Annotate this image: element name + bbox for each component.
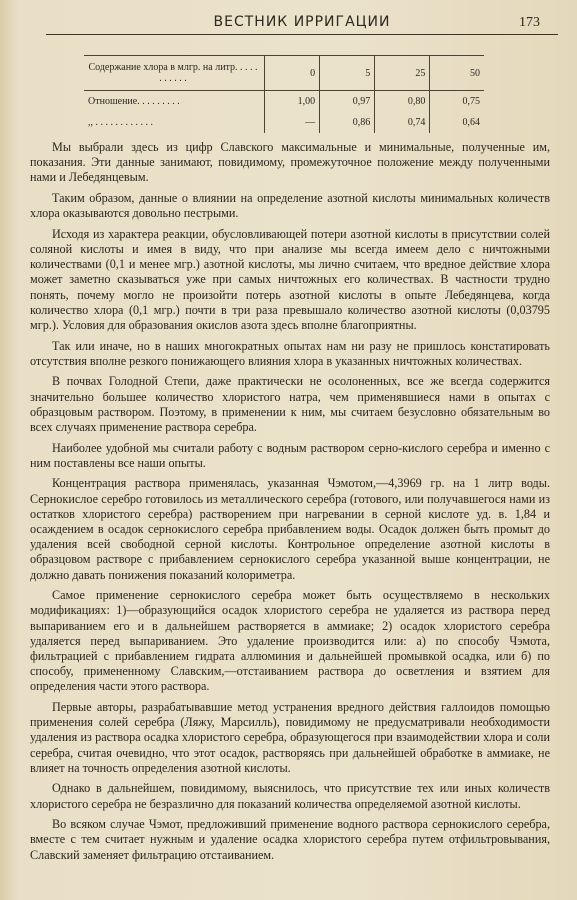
- table-cell: 0,64: [430, 112, 484, 133]
- paragraph: Таким образом, данные о влиянии на определение азотной кислоты минимальных количеств хлора оказываются довольно пестрыми.: [30, 191, 550, 221]
- table-header-row: [84, 56, 484, 91]
- table-column-header: 0: [265, 56, 320, 91]
- table-header-label: Содержание хлора в млгр. на литр. . . . . . . . . . .: [84, 56, 265, 91]
- table-column-header: 5: [320, 56, 375, 91]
- paragraph: Наиболее удобной мы считали работу с водным раствором серно-кислого серебра и именно с ним поставлены все наши опыты.: [30, 440, 550, 470]
- table-cell: 0,97: [320, 91, 375, 113]
- paragraph: Самое применение сернокислого серебра может быть осуществляемо в нескольких модификациях: 1)—образующийся осадок хлористого серебра не удаляется из раствора перед выпариванием его и в дальнейшем растворяется в аммиаке; 2) осадок хлористого серебра удаляется перед выпариванием. Это удаление производится или: а) по способу Чэмота, фильтрацией с прибавлением гидрата аллюминия и дальнейшей промывкой осадка, или б) по способу, примененному Славским,—отстаиванием раствора до осветления и взятием для определения части этого раствора.: [30, 588, 550, 694]
- journal-title: ВЕСТНИК ИРРИГАЦИИ: [213, 14, 391, 30]
- table-cell: 1,00: [265, 91, 320, 113]
- table-cell: 0,74: [375, 112, 430, 133]
- table-cell: 0,80: [375, 91, 430, 113]
- paragraph: Однако в дальнейшем, повидимому, выяснилось, что присутствие тех или иных количеств хлористого серебра не безразлично для показаний количества определяемой азотной кислоты.: [30, 781, 550, 811]
- page-number: 173: [519, 15, 540, 30]
- table-cell: —: [265, 112, 320, 133]
- paragraph: Первые авторы, разрабатывавшие метод устранения вредного действия галлоидов помощью применения солей серебра (Ляжу, Марсилль), повидимому не предусматривали необходимости удаления из раствора осадка хлористого серебра, образующегося при взаимодействии хлора и соли серебра, считая очевидно, что этот осадок, растворяясь при дальнейшей обработке в аммиаке, не влияет на точность определения азотной кислоты.: [30, 700, 550, 775]
- table-column-header: 50: [430, 56, 484, 91]
- chlorine-ratio-table: [84, 55, 484, 133]
- paragraph: Мы выбрали здесь из цифр Славского максимальные и минимальные, полученные им, показания. Эти данные занимают, повидимому, промежуточное положение между полученными нами и Лебедянцевым.: [30, 140, 550, 185]
- table-column-header: 25: [375, 56, 430, 91]
- running-header: [46, 12, 558, 35]
- table-row: [84, 91, 484, 113]
- row-label: ,, . . . . . . . . . . . .: [88, 117, 153, 128]
- paragraph: Исходя из характера реакции, обусловливающей потери азотной кислоты в присутствии солей соляной кислоты и имея в виду, что при анализе мы всегда имеем дело с ничтожными количествами (0,1 и менее мгр.) азотной кислоты, мы лично считаем, что вредное действие хлора может заметно сказываться уже при самых ничтожных его количествах. В частности трудно понять, почему могло не произойти потерь азотной кислоты в опыте Лебедянцева, когда количество хлора (0,1 мгр.) почти в три раза превышало количество азотной кислоты (0,03795 мгр.). Условия для образования окислов азота здесь вполне благоприятны.: [30, 226, 550, 333]
- body-text: [30, 140, 550, 868]
- paragraph: Так или иначе, но в наших многократных опытах нам ни разу не пришлось констатировать отсутствия вполне резкого понижающего влияния хлора в указанных ничтожных количествах.: [30, 338, 550, 368]
- paragraph: В почвах Голодной Степи, даже практически не осолоненных, все же всегда содержится значительно большее количество хлористого натра, чем применявшиеся нами в опытах с образцовым раствором. Поэтому, в применении к ним, мы считаем безусловно обязательным во всех случаях применение раствора серебра.: [30, 374, 550, 435]
- paragraph: Во всяком случае Чэмот, предложивший применение водного раствора сернокислого серебра, вместе с тем считает нужным и удаление осадка хлористого серебра путем отфильтровывания, Славский заменяет фильтрацию отстаиванием.: [30, 817, 550, 862]
- table-cell: 0,75: [430, 91, 484, 113]
- table-row: [84, 112, 484, 133]
- table-cell: 0,86: [320, 112, 375, 133]
- row-label: Отношение. . . . . . . . .: [84, 91, 265, 113]
- data-table: [84, 55, 484, 133]
- paragraph: Концентрация раствора применялась, указанная Чэмотом,—4,3969 гр. на 1 литр воды. Сернокислое серебро готовилось из металлического серебра (готового, или получавшегося нами из остатков хлористого серебра) растворением при нагревании в серной кислоте уд. в. 1,84 и осаждением в осадок сернокислого серебра прибавлением воды. Осадок должен быть промыт до удаления всей свободной серной кислоты. Контрольное определение азотной кислоты в образцовом растворе с прибавлением сернокислого серебра указанной выше концентрации, не должно давать понижения показаний колориметра.: [30, 476, 550, 582]
